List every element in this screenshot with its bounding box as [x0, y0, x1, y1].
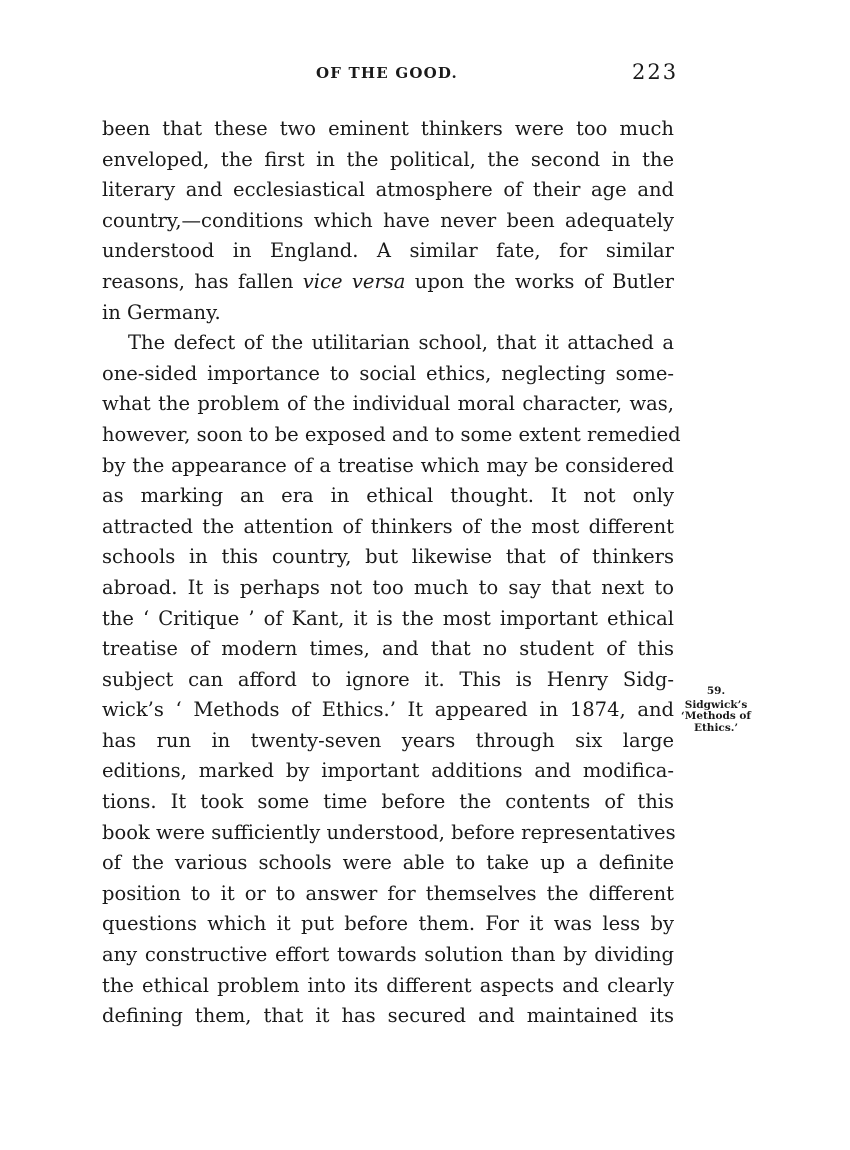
text-segment: reasons, has fallen [102, 269, 303, 293]
text-line: as marking an era in ethical thought. It not only [102, 484, 674, 508]
sidenote-text: Sidgwick’s ‘Methods of Ethics.’ [681, 698, 751, 734]
sidenote-number: 59. [706, 685, 726, 697]
text-line: what the problem of the individual moral character, was, [102, 392, 674, 416]
text-line: been that these two eminent thinkers were too much [102, 117, 674, 140]
text-line: tions. It took some time before the contents of this [102, 790, 674, 814]
text-line: however, soon to be exposed and to some extent remedied [102, 422, 681, 446]
body-text [102, 114, 681, 1032]
text-line: subject can afford to ignore it. This is Henry Sidg- [102, 667, 674, 691]
text-line: treatise of modern times, and that no student of this [102, 637, 674, 661]
text-line: attracted the attention of thinkers of the most different [102, 514, 674, 538]
text-line: any constructive effort towards solution than by dividing [102, 943, 674, 967]
text-line: editions, marked by important additions and modifica- [102, 759, 674, 783]
running-title: OF THE GOOD. [316, 64, 458, 82]
text-line: has run in twenty-seven years through six large [102, 728, 674, 752]
margin-sidenote [676, 686, 756, 734]
text-line: schools in this country, but likewise that of thinkers [102, 545, 674, 569]
text-line: literary and ecclesiastical atmosphere of their age and [102, 178, 674, 202]
text-line: abroad. It is perhaps not too much to say that next to [102, 575, 674, 599]
text-line: questions which it put before them. For it was less by [102, 912, 674, 936]
text-line: of the various schools were able to take up a definite [102, 851, 674, 875]
text-line: one-sided importance to social ethics, neglecting some- [102, 361, 674, 385]
text-line: position to it or to answer for themselves the different [102, 881, 674, 905]
text-line: book were sufficiently understood, before representatives [102, 820, 676, 844]
text-line: the ethical problem into its different aspects and clearly [102, 973, 674, 997]
text-line-with-italic [102, 267, 674, 298]
italic-phrase: vice versa [302, 269, 406, 293]
text-line: wick’s ‘ Methods of Ethics.’ It appeared in 1874, and [102, 698, 674, 722]
text-line: country,—conditions which have never been adequately [102, 208, 674, 232]
text-line: enveloped, the first in the political, the second in the [102, 147, 674, 171]
paragraph-start-line: The defect of the utilitarian school, that it attached a [128, 331, 674, 355]
text-line: by the appearance of a treatise which may be considered [102, 453, 674, 477]
text-line: the ‘ Critique ’ of Kant, it is the most important ethical [102, 606, 674, 630]
text-line: understood in England. A similar fate, for similar [102, 239, 674, 263]
page-number: 223 [632, 60, 679, 84]
text-segment: upon the works of Butler [405, 269, 674, 293]
text-line: defining them, that it has secured and maintained its [102, 1004, 674, 1028]
page-header [0, 60, 850, 94]
paragraph-end-line: in Germany. [102, 300, 221, 324]
